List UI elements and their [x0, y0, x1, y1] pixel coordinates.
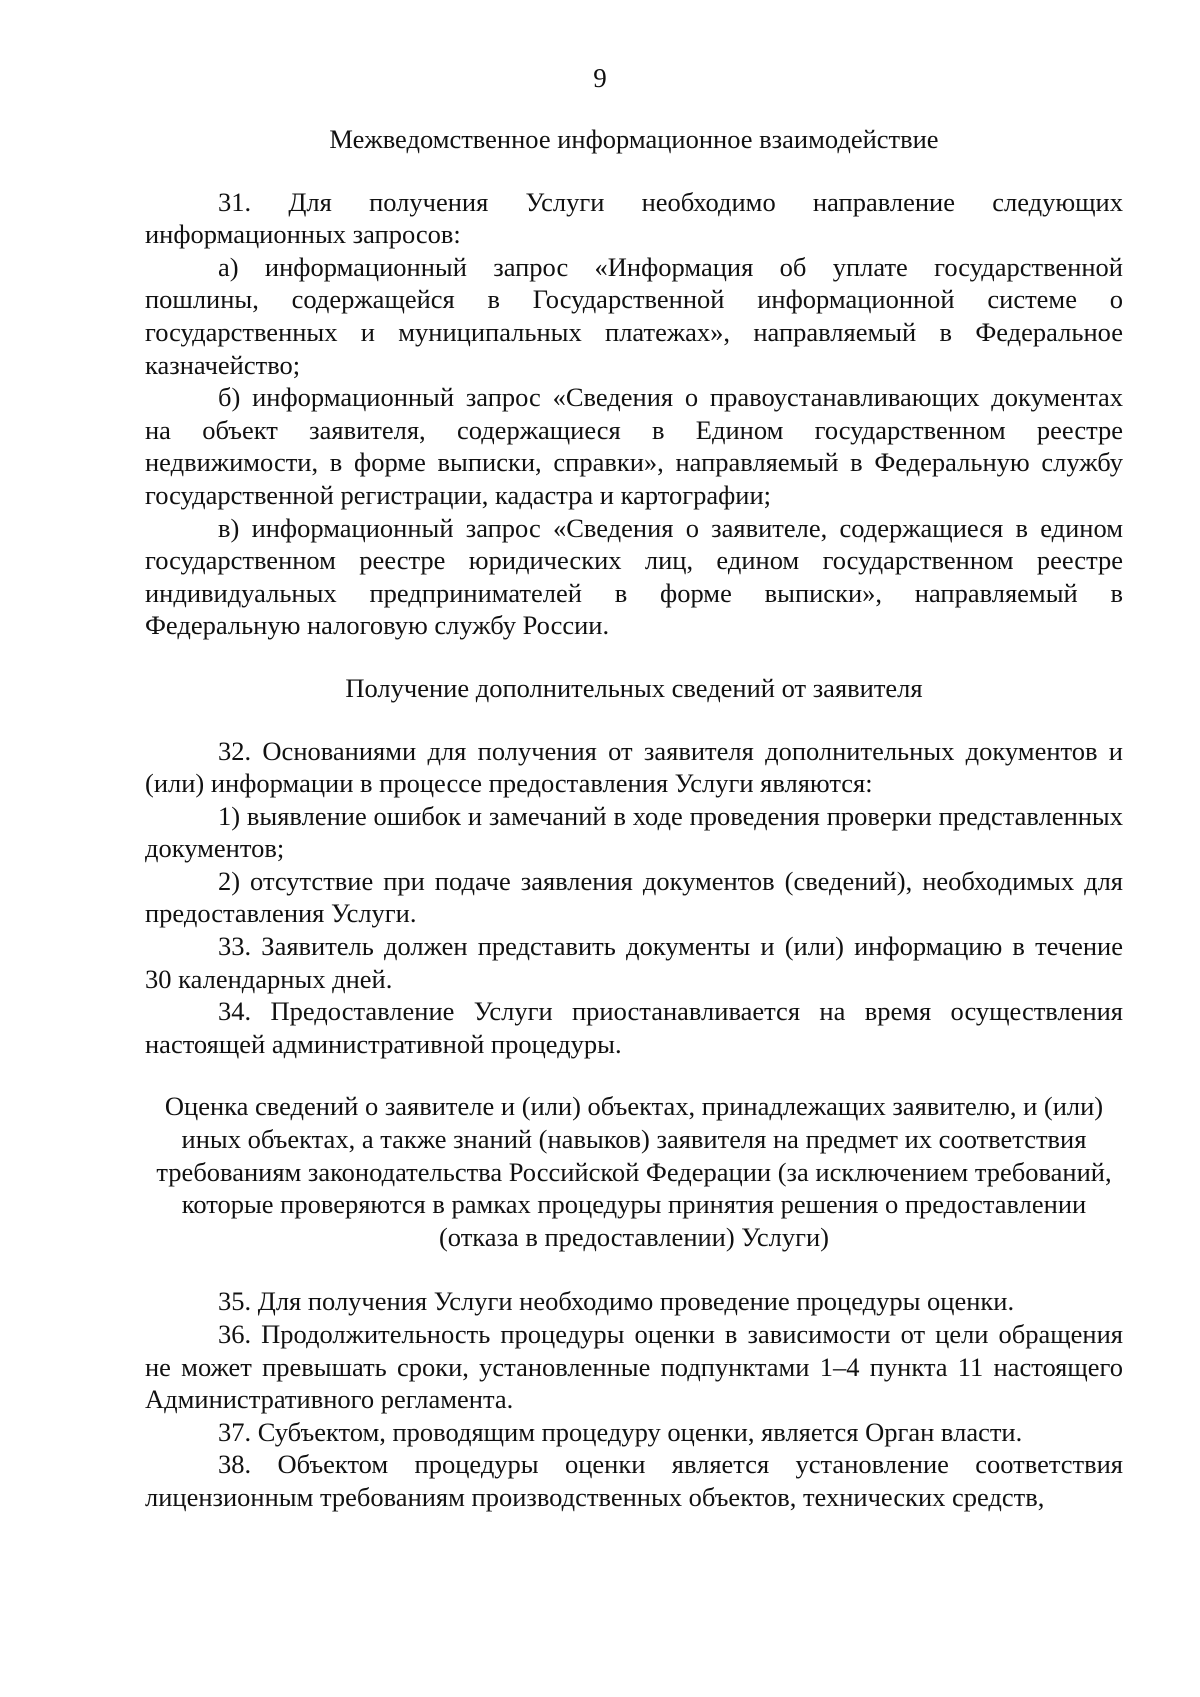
- paragraph-32: 32. Основаниями для получения от заявителя дополнительных документов и (или) информации в процессе предоставления Услуги являются:: [145, 735, 1123, 799]
- paragraph-38: 38. Объектом процедуры оценки является установление соответствия лицензионным требованиям производственных объектов, технических средств,: [145, 1449, 1123, 1512]
- paragraph-32-1: 1) выявление ошибок и замечаний в ходе проведения проверки представленных документов;: [145, 800, 1123, 864]
- paragraph-37: 37. Субъектом, проводящим процедуру оценки, является Орган власти.: [218, 1416, 1023, 1447]
- paragraph-31-b: б) информационный запрос «Сведения о правоустанавливающих документах на объект заявителя, содержащиеся в Едином государственном реестре недвижимости, в форме выписки, справки», направляемый в Федеральную службу государственной регистрации, кадастра и картографии;: [145, 382, 1123, 510]
- document-body: [145, 123, 1123, 1514]
- paragraph-32-2: 2) отсутствие при подаче заявления документов (сведений), необходимых для предоставления Услуги.: [145, 865, 1123, 929]
- section-heading-interagency: Межведомственное информационное взаимодействие: [329, 124, 939, 154]
- paragraph-31-v: в) информационный запрос «Сведения о заявителе, содержащиеся в едином государственном реестре юридических лиц, едином государственном реестре индивидуальных предпринимателей в форме выписки», направляемый в Федеральную налоговую службу России.: [145, 512, 1123, 641]
- paragraph-31: 31. Для получения Услуги необходимо направление следующих информационных запросов:: [145, 186, 1123, 250]
- page-number: 9: [593, 63, 607, 93]
- section-heading-assessment: Оценка сведений о заявителе и (или) объектах, принадлежащих заявителю, и (или) иных объектах, а также знаний (навыков) заявителя на предмет их соответствия требованиям законодательства Российской Федерации (за исключением требований, которые проверяются в рамках процедуры принятия решения о предоставлении (отказа в предоставлении) Услуги): [156, 1091, 1112, 1252]
- paragraph-31-a: а) информационный запрос «Информация об уплате государственной пошлины, содержащейся в Государственной информационной системе о государственных и муниципальных платежах», направляемый в Федеральное казначейство;: [145, 251, 1123, 380]
- paragraph-35: 35. Для получения Услуги необходимо проведение процедуры оценки.: [218, 1286, 1015, 1317]
- section-heading-additional-info: Получение дополнительных сведений от заявителя: [345, 672, 923, 703]
- paragraph-34: 34. Предоставление Услуги приостанавливается на время осуществления настоящей административной процедуры.: [145, 996, 1123, 1059]
- paragraph-33: 33. Заявитель должен представить документы и (или) информацию в течение 30 календарных дней.: [145, 931, 1123, 994]
- paragraph-36: 36. Продолжительность процедуры оценки в зависимости от цели обращения не может превышать сроки, установленные подпунктами 1–4 пункта 11 настоящего Административного регламента.: [145, 1319, 1123, 1415]
